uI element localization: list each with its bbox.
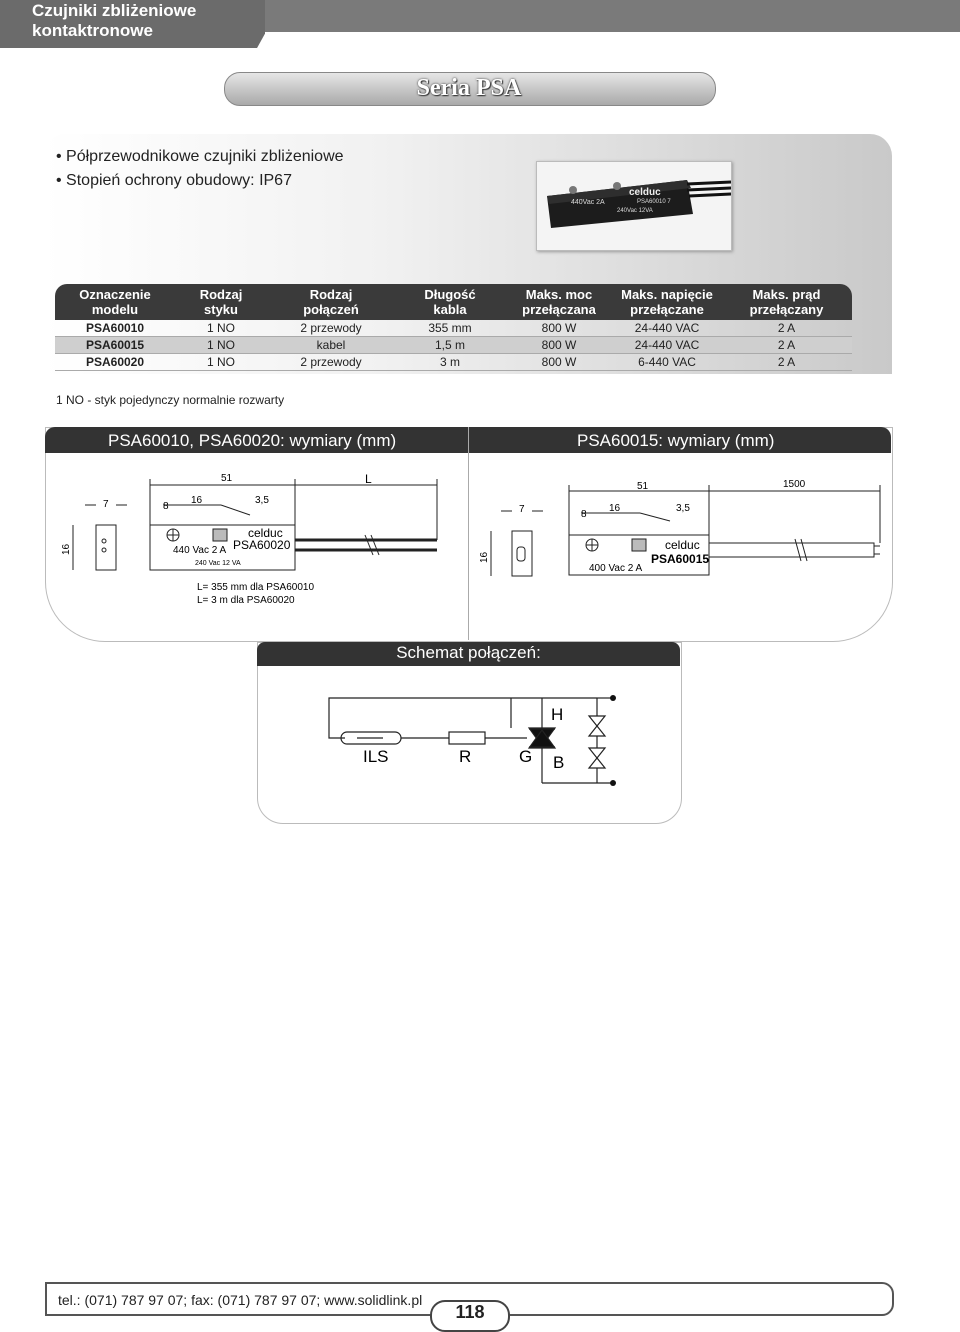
dim-right-16: 16	[479, 551, 490, 563]
section-title-line2: kontaktronowe	[32, 21, 153, 40]
cell: 800 W	[505, 320, 613, 337]
table-row	[55, 337, 852, 354]
cell: 1 NO	[175, 354, 267, 371]
cell: 355 mm	[395, 320, 505, 337]
photo-rating: 440Vac 2A	[571, 199, 605, 206]
cell: 2 przewody	[267, 354, 395, 371]
cell: 1,5 m	[395, 337, 505, 354]
label-b: B	[553, 753, 565, 772]
dim-right-51: 51	[637, 481, 649, 492]
label-h: H	[551, 705, 564, 724]
footer-contact: tel.: (071) 787 97 07; fax: (071) 787 97 07; www.solidlink.pl	[58, 1292, 423, 1308]
cell: 2 A	[721, 320, 852, 337]
dim-left-rating2: 240 Vac 12 VA	[195, 560, 241, 567]
cell: kabel	[267, 337, 395, 354]
dim-left-model: PSA60020	[233, 538, 291, 552]
dim-left-note1: L= 355 mm dla PSA60010	[197, 582, 315, 593]
product-photo-drawing	[537, 162, 731, 250]
header-current: Maks. prąd przełączany	[721, 284, 852, 320]
dim-left-L: L	[365, 472, 372, 486]
cell: 1 NO	[175, 337, 267, 354]
page-number: 118	[455, 1302, 485, 1322]
label-ils: ILS	[363, 747, 389, 766]
header-voltage: Maks. napięcie przełączane	[613, 284, 721, 320]
dim-right-rating: 400 Vac 2 A	[589, 563, 643, 574]
dim-right-16a: 16	[609, 503, 621, 514]
table-row	[55, 354, 852, 371]
dim-left-rating: 440 Vac 2 A	[173, 545, 227, 556]
cell: 800 W	[505, 337, 613, 354]
cell-model: PSA60015	[55, 337, 175, 354]
header-connection: Rodzaj połączeń	[267, 284, 395, 320]
dim-right-brand: celduc	[665, 538, 700, 552]
cell-model: PSA60020	[55, 354, 175, 371]
photo-brand: celduc	[629, 187, 661, 198]
header-power: Maks. moc przełączana	[505, 284, 613, 320]
photo-model: PSA60010 7	[637, 199, 671, 205]
dim-right-8: 8	[581, 509, 587, 520]
cell: 2 A	[721, 337, 852, 354]
cell-model: PSA60010	[55, 320, 175, 337]
dimensions-left-title: PSA60010, PSA60020: wymiary (mm)	[108, 431, 397, 450]
dim-left-note2: L= 3 m dla PSA60020	[197, 595, 295, 606]
dim-left-51: 51	[221, 473, 233, 484]
dim-right-model: PSA60015	[651, 552, 710, 566]
cell: 3 m	[395, 354, 505, 371]
cell: 800 W	[505, 354, 613, 371]
cell: 2 przewody	[267, 320, 395, 337]
cell: 6-440 VAC	[613, 354, 721, 371]
bullet-2: • Stopień ochrony obudowy: IP67	[56, 172, 292, 189]
spec-table	[55, 284, 852, 371]
footnote: 1 NO - styk pojedynczy normalnie rozwarty	[56, 393, 285, 407]
dim-left-35: 3,5	[255, 495, 269, 506]
dim-right-35: 3,5	[676, 503, 690, 514]
photo-rating2: 240Vac 12VA	[617, 208, 653, 214]
dimensions-right-title: PSA60015: wymiary (mm)	[577, 431, 775, 450]
dim-right-1500: 1500	[783, 479, 806, 490]
product-photo	[536, 161, 732, 251]
dim-right-7: 7	[519, 504, 525, 515]
dim-left-7: 7	[103, 499, 109, 510]
header-cable: Długość kabla	[395, 284, 505, 320]
section-title-line1: Czujniki zbliżeniowe	[32, 1, 197, 20]
label-r: R	[459, 747, 472, 766]
cell: 2 A	[721, 354, 852, 371]
header-model: Oznaczenie modelu	[55, 284, 175, 320]
cell: 24-440 VAC	[613, 337, 721, 354]
cell: 1 NO	[175, 320, 267, 337]
dim-left-brand: celduc	[248, 526, 283, 540]
dim-left-16: 16	[61, 543, 72, 555]
header-contact: Rodzaj styku	[175, 284, 267, 320]
section-title	[32, 1, 196, 41]
dim-left-16a: 16	[191, 495, 203, 506]
dim-left-8: 8	[163, 501, 169, 512]
bullet-1: • Półprzewodnikowe czujniki zbliżeniowe	[56, 148, 344, 165]
cell: 24-440 VAC	[613, 320, 721, 337]
table-row	[55, 320, 852, 337]
schematic-title: Schemat połączeń:	[396, 643, 541, 662]
schematic-diagram	[257, 668, 680, 818]
series-title: Seria PSA	[416, 75, 522, 101]
table-header-row	[55, 284, 852, 320]
dimensions-drawing	[45, 455, 891, 635]
label-g: G	[519, 747, 533, 766]
